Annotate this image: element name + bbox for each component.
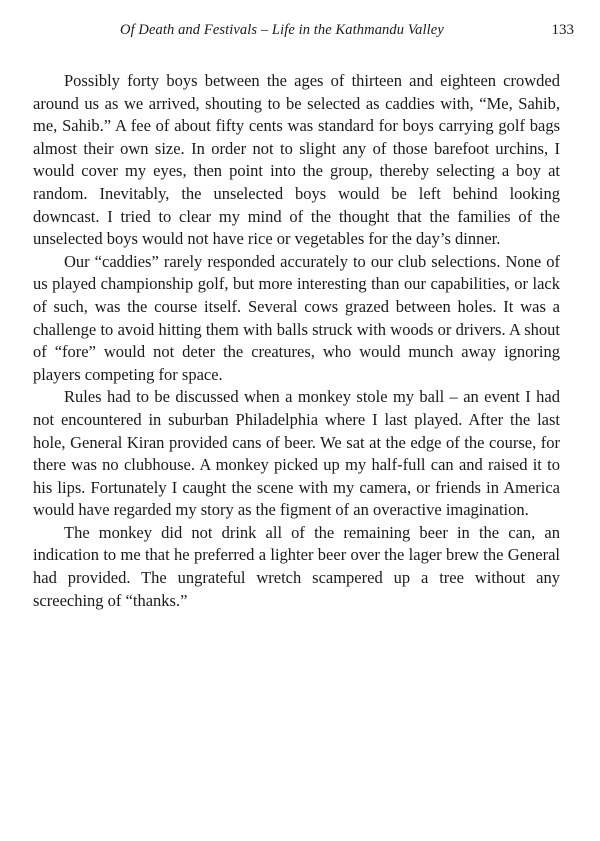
paragraph: The monkey did not drink all of the remaining beer in the can, an indication to me that he preferred a lighter beer over the lager brew the General had provided. The ungrateful wretch scampered up a tree without any screeching of “thanks.” (33, 522, 560, 610)
paragraph: Our “caddies” rarely responded accurately to our club selections. None of us played championship golf, but more interesting than our capabilities, or lack of such, was the course itself. Several cows grazed between holes. It was a challenge to avoid hitting them with balls struck with woods or drivers. A shout of “fore” would not deter the creatures, who would munch away ignoring players competing for space. (33, 251, 560, 384)
paragraph: Possibly forty boys between the ages of thirteen and eighteen crowded around us as we arrived, shouting to be selected as caddies with, “Me, Sahib, me, Sahib.” A fee of about fifty cents was standard for boys carrying golf bags almost their own size. In order not to slight any of those barefoot urchins, I would cover my eyes, then point into the group, thereby selecting a boy at random. Inevitably, the unselected boys would be left behind looking downcast. I tried to clear my mind of the thought that the families of the unselected boys would not have rice or vegetables for the day’s dinner. (33, 71, 560, 249)
page-number: 133 (551, 22, 574, 38)
paragraph: Rules had to be discussed when a monkey stole my ball – an event I had not encountered in suburban Philadelphia where I last played. After the last hole, General Kiran provided cans of beer. We sat at the edge of the course, for there was no clubhouse. A monkey picked up my half-full can and raised it to his lips. Fortunately I caught the scene with my camera, or friends in America would have regarded my story as the figment of an overactive imagination. (33, 387, 560, 520)
body-text (33, 70, 560, 612)
running-head: Of Death and Festivals – Life in the Kathmandu Valley (120, 22, 444, 38)
